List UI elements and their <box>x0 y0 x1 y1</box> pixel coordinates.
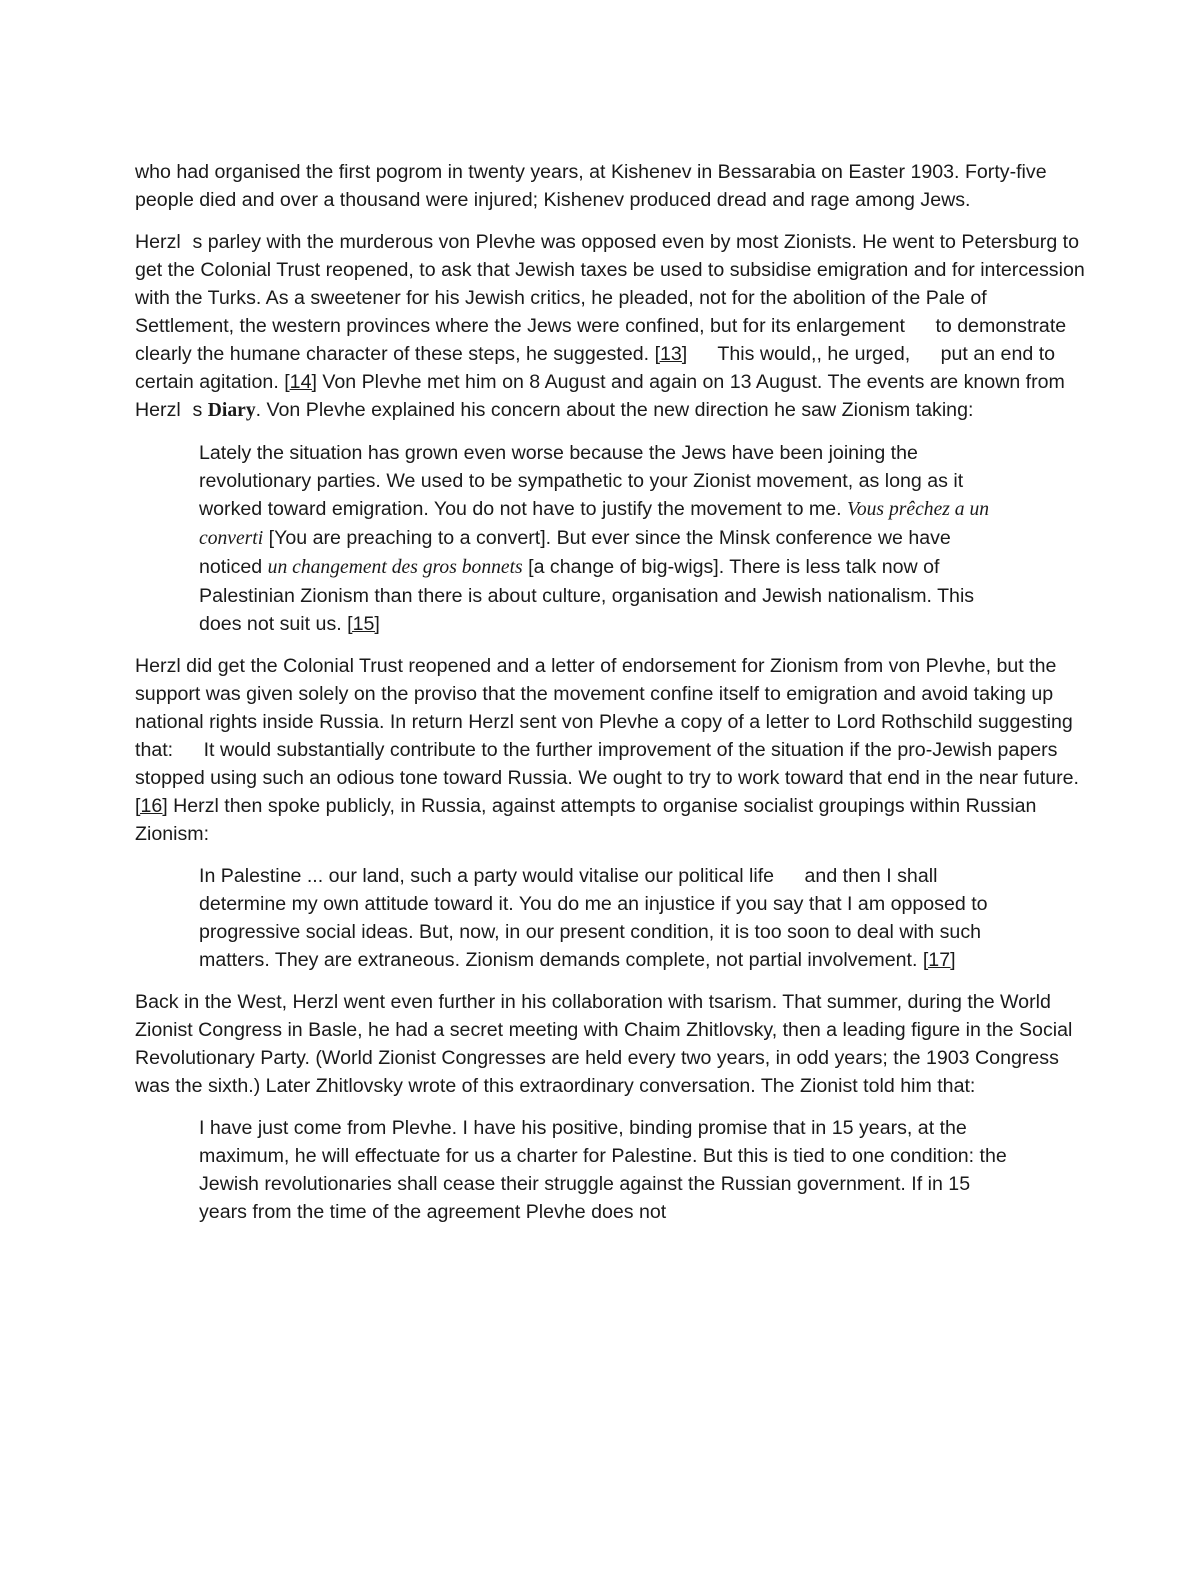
footnote-link-14[interactable]: [14] <box>284 371 317 393</box>
footnote-link-15[interactable]: [15] <box>347 613 380 635</box>
footnote-link-16[interactable]: [16] <box>135 795 168 817</box>
text-run: This would,, he urged, put an end to certain agitation. <box>135 343 1056 393</box>
text-run: Herzl s parley with the murderous von Plevhe was opposed even by most Zionists. He went to Petersburg to get the Colonial Trust reopened, to ask that Jewish taxes be used to subsidise emigration and for intercession with the Turks. As a sweetener for his Jewish critics, he pleaded, not for the abolition of the Pale of Settlement, the western provinces where the Jews were confined, but for its enlargement to demonstrate clearly the humane character of these steps, he suggested. <box>135 231 1085 365</box>
footnote-link-17[interactable]: [17] <box>922 949 956 971</box>
paragraph-kishenev: who had organised the first pogrom in twenty years, at Kishenev in Bessarabia on Easter 1903. Forty-five people died and over a thousand were injured; Kishenev produced dread and rage among Jews. <box>135 161 1047 211</box>
text-run: [You are preaching to a convert]. But ever since the Minsk conference we have noticed <box>199 527 951 578</box>
paragraph-back-in-west: Back in the West, Herzl went even further in his collaboration with tsarism. That summer, during the World Zionist Congress in Basle, he had a secret meeting with Chaim Zhitlovsky, then a leading figure in the Social Revolutionary Party. (World Zionist Congresses are held every two years, in odd years; the 1903 Congress was the sixth.) Later Zhitlovsky wrote of this extraordinary conversation. The Zionist told him that: <box>135 991 1073 1097</box>
footnote-link-13[interactable]: [13] <box>654 343 688 365</box>
quote-plevhe <box>199 439 1019 638</box>
quote-palestine <box>199 862 1019 974</box>
quote-zhitlovsky: I have just come from Plevhe. I have his positive, binding promise that in 15 years, at the maximum, he will effectuate for us a charter for Palestine. But this is tied to one condition: the Jewish revolutionaries shall cease their struggle against the Russian government. If in 15 years from the time of the agreement Plevhe does not <box>199 1117 1007 1223</box>
text-run: Herzl did get the Colonial Trust reopened and a letter of endorsement for Zionism from von Plevhe, but the support was given solely on the proviso that the movement confine itself to emigration and avoid taking up national rights inside Russia. In return Herzl sent von Plevhe a copy of a letter to Lord Rothschild suggesting that: It would substantially contribute to the further improvement of the situation if the pro-Jewish papers stopped using such an odious tone toward Russia. We ought to try to work toward that end in the near future. <box>135 655 1079 789</box>
text-run: Herzl then spoke publicly, in Russia, against attempts to organise socialist groupings within Russian Zionism: <box>135 795 1037 845</box>
diary-title: Diary <box>207 400 256 421</box>
paragraph-colonial-trust <box>135 652 1091 848</box>
text-run: Von Plevhe met him on 8 August and again on 13 August. The events are known from Herzl s <box>135 371 1065 421</box>
french-phrase: Vous prêchez a un converti <box>199 499 990 549</box>
text-run: In Palestine ... our land, such a party would vitalise our political life and then I shall determine my own attitude toward it. You do me an injustice if you say that I am opposed to progressive social ideas. But, now, in our present condition, it is too soon to deal with such matters. They are extraneous. Zionism demands complete, not partial involvement. <box>199 865 988 971</box>
text-run: [a change of big-wigs]. There is less talk now of Palestinian Zionism than there is about culture, organisation and Jewish nationalism. This does not suit us. <box>199 556 975 635</box>
text-run: Lately the situation has grown even worse because the Jews have been joining the revolutionary parties. We used to be sympathetic to your Zionist movement, as long as it worked toward emigration. You do not have to justify the movement to me. <box>199 442 964 520</box>
text-run: . Von Plevhe explained his concern about the new direction he saw Zionism taking: <box>255 399 974 421</box>
paragraph-herzl-parley <box>135 228 1091 425</box>
french-phrase: un changement des gros bonnets <box>267 557 523 578</box>
